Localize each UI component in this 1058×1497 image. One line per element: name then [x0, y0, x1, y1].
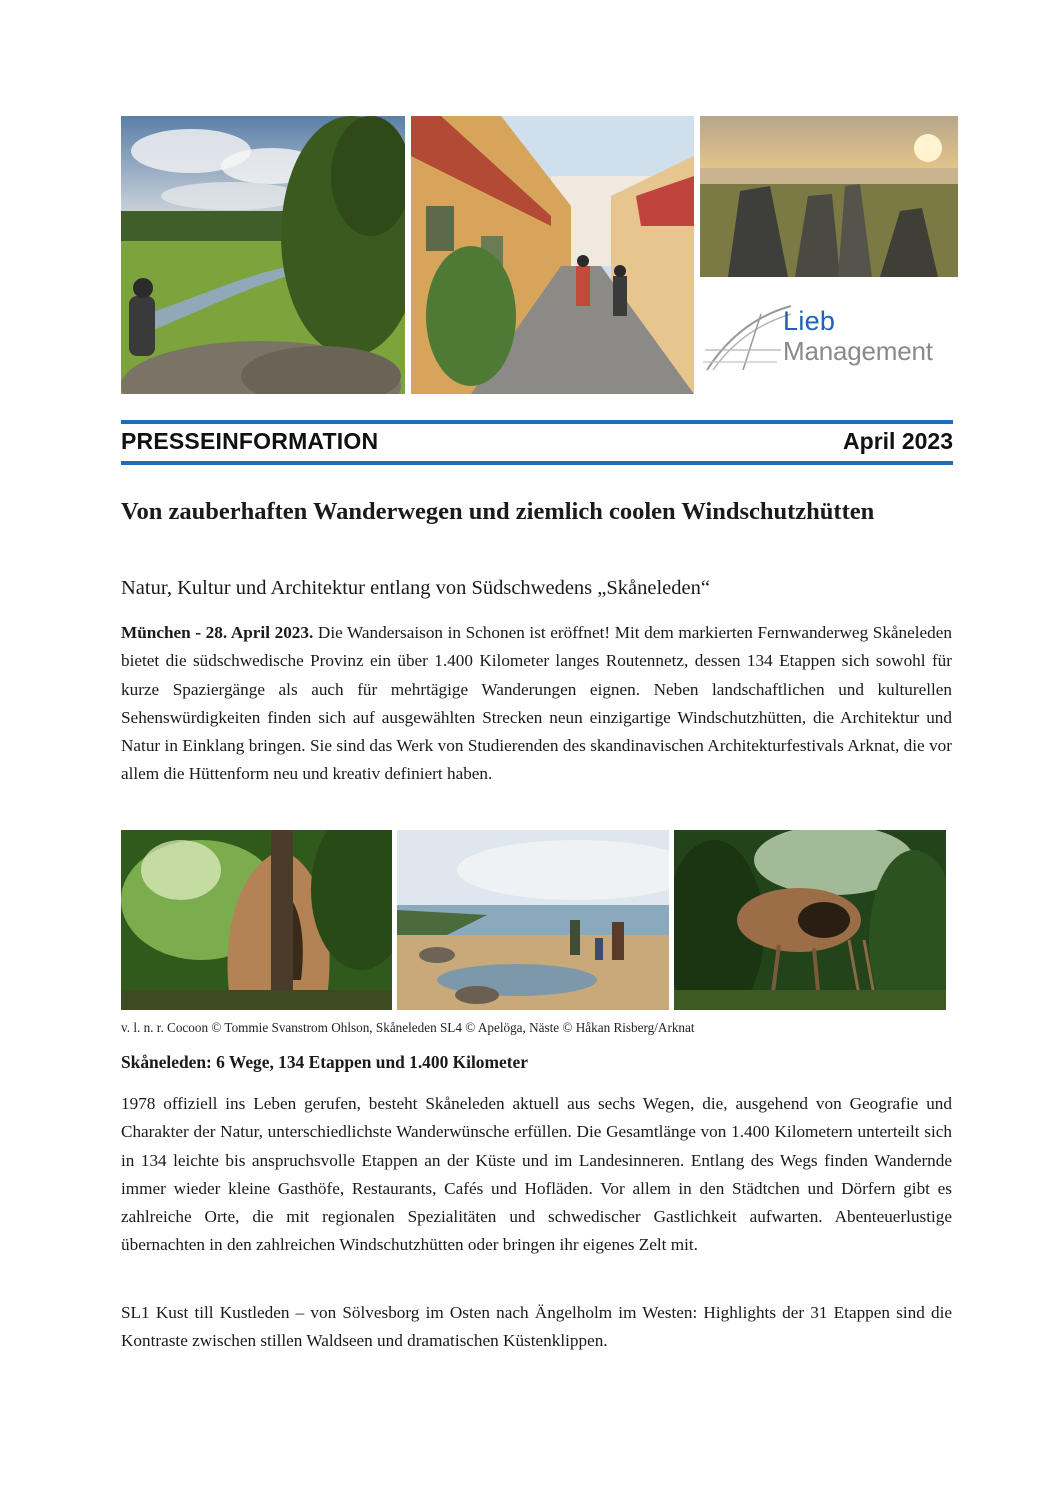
photo-town-street: [411, 116, 694, 394]
body-paragraph-2: SL1 Kust till Kustleden – von Sölvesborg im Osten nach Ängelholm im Westen: Highlights der 31 Etappen sind die Kontraste zwischen stillen Waldseen und dramatischen Küstenklippen.: [121, 1303, 952, 1351]
photo-stone-coast: [700, 116, 958, 277]
section-title: Skåneleden: 6 Wege, 134 Etappen und 1.400 Kilometer: [121, 1052, 528, 1072]
lieb-management-logo: [703, 294, 958, 384]
article-subheadline: Natur, Kultur und Architektur entlang von Südschwedens „Skåneleden“: [121, 577, 710, 599]
logo-text-management: Management: [783, 336, 933, 366]
banner-date: April 2023: [843, 428, 953, 454]
banner-bottom-rule: [121, 461, 953, 465]
intro-paragraph: [121, 619, 952, 789]
article-headline: Von zauberhaften Wanderwegen und ziemlich coolen Windschutzhütten: [121, 498, 875, 525]
photo-naste-shelter: [674, 830, 946, 1010]
intro-text: Die Wandersaison in Schonen ist eröffnet! Mit dem markierten Fernwanderweg Skåneleden bietet die südschwedische Provinz ein über 1.400 Kilometer langes Routennetz, dessen 134 Etappen sich sowohl für kurze Spaziergänge als auch für mehrtägige Wanderungen eignen. Neben landschaftlichen und kulturellen Sehenswürdigkeiten finden sich auf ausgewählten Strecken neun einzigartige Windschutzhütten, die Architektur und Natur in Einklang bringen. Sie sind das Werk von Studierenden des skandinavischen Architekturfestivals Arknat, die vor allem die Hüttenform neu und kreativ definiert haben.: [121, 623, 953, 784]
photo-caption: v. l. n. r. Cocoon © Tommie Svanstrom Ohlson, Skåneleden SL4 © Apelöga, Näste © Håkan Risberg/Arknat: [121, 1020, 695, 1035]
photo-coast-hikers: [397, 830, 669, 1010]
dateline: München - 28. April 2023.: [121, 623, 314, 642]
photo-river-landscape: [121, 116, 405, 394]
photo-cocoon-shelter: [121, 830, 392, 1010]
logo-text-lieb: Lieb: [783, 306, 836, 336]
banner-presseinformation: PRESSEINFORMATION: [121, 428, 379, 454]
body-paragraph-1: 1978 offiziell ins Leben gerufen, besteht Skåneleden aktuell aus sechs Wegen, die, ausgehend von Geografie und Charakter der Natur, unterschiedlichste Wanderwünsche erfüllen. Die Gesamtlänge von 1.400 Kilometern unterteilt sich in 134 leichte bis anspruchsvolle Etappen an der Küste und im Landesinneren. Entlang des Wegs finden Wandernde immer wieder kleine Gasthöfe, Restaurants, Cafés und Hofläden. Vor allem in den Städtchen und Dörfern gibt es zahlreiche Orte, die mit regionalen Spezialitäten und schwedischer Gastlichkeit aufwarten. Abenteuerlustige übernachten in den zahlreichen Windschutzhütten oder bringen ihr eigenes Zelt mit.: [121, 1094, 952, 1255]
logo-swoosh-icon: [703, 300, 793, 380]
banner-top-rule: [121, 420, 953, 424]
